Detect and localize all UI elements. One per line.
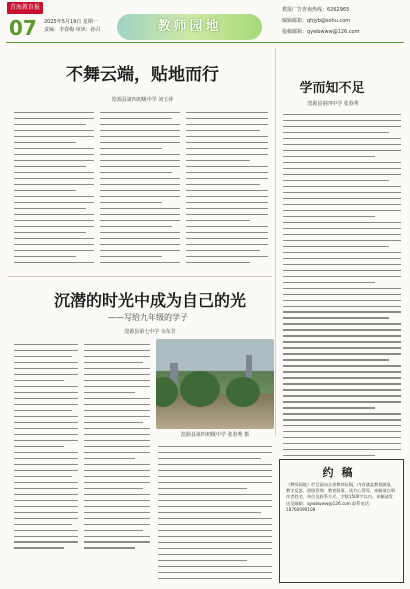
article1-column-3: [186, 112, 268, 268]
editor-line: 责编：李春梅 审读：孙召: [44, 27, 101, 33]
article2-title: 学而知不足: [299, 81, 365, 96]
call-for-papers-box: [279, 459, 404, 583]
photo-tree: [180, 371, 220, 407]
section-title: 教师园地: [157, 19, 222, 34]
issue-date: 2025年5月19日 星期一: [44, 19, 98, 25]
header-rule: [6, 42, 404, 43]
call-for-papers-title: 约稿: [322, 466, 361, 479]
page-number: 07: [9, 16, 37, 40]
article1-column-1: [14, 112, 94, 268]
article3-column-1: [14, 344, 78, 553]
article1-column-2: [100, 112, 180, 268]
article3-column-2: [84, 344, 150, 553]
article3-photo: [156, 339, 274, 429]
article2-body: [283, 114, 401, 461]
photo-caption: 湟源县第四初级中学 张春秀 摄: [180, 432, 250, 438]
ad-hotline: 教报广告咨询热线：6262965: [282, 7, 350, 13]
page-header: [0, 0, 410, 46]
edit-email: 编辑邮箱：qhjyb@sohu.com: [282, 18, 351, 24]
photo-tree: [226, 377, 260, 407]
paper-logo: 青海教育报: [7, 2, 43, 14]
article1-byline: 湟源县第四初级中学 刘玉萍: [111, 97, 174, 103]
section-rule: [8, 276, 272, 277]
article3-column-3: [158, 446, 272, 584]
article3-byline: 湟源县第七中学 余东芳: [124, 329, 176, 335]
article3-title: 沉潜的时光中成为自己的光: [53, 291, 246, 310]
article1-title: 不舞云端，贴地而行: [66, 65, 219, 85]
submission-email: 投稿邮箱：qywbwww@126.com: [282, 29, 360, 35]
article2-byline: 湟源县第四中学 张春秀: [307, 101, 359, 107]
column-divider: [275, 48, 276, 436]
article3-subtitle: ——写给九年级的学子: [108, 313, 188, 322]
call-for-papers-text: 《教师园地》栏目面向全省教师征稿，内容涵盖教育随笔、教学反思、班级管理、教育叙事、读书心得等。来稿请注明作者姓名、单位及联系方式，字数1500字以内。来稿请发送至邮箱：qywbwww@126.com 联系电话：18760090108: [286, 482, 395, 512]
section-banner: [117, 14, 262, 40]
